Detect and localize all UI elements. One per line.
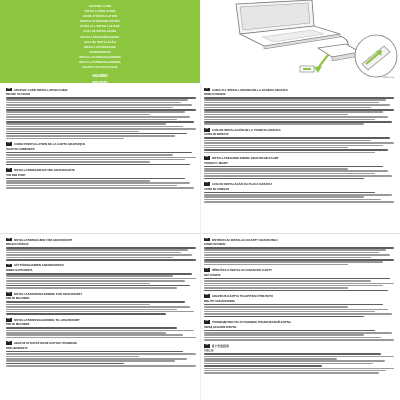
language-section: [6, 263, 196, 289]
text-line: [204, 192, 375, 194]
section-title: 显卡安装指南: [211, 343, 229, 348]
text-line: [204, 365, 322, 367]
section-header: [204, 237, 394, 242]
text-line: [204, 178, 364, 180]
installation-figure: [200, 0, 400, 83]
text-line: [6, 182, 190, 184]
section-title: GUÍA DE INSTALACIÓN DE LA TARJETA GRÁFICA: [211, 127, 281, 132]
text-line: [204, 363, 373, 365]
text-line: [204, 316, 364, 318]
text-line: [204, 257, 371, 259]
text-line: [6, 116, 190, 118]
text-line: [6, 309, 177, 311]
banner-line: INSTALLATIEHANDLEIDING: [80, 35, 120, 39]
text-line: [6, 138, 124, 140]
section-header: [204, 268, 394, 273]
text-line: [204, 287, 348, 289]
section-subheading: ПЕРЕД НАЧАЛОМ РАБОТЫ: [204, 325, 237, 329]
text-line: [204, 170, 388, 172]
text-line: [204, 121, 392, 123]
language-section: [204, 87, 394, 125]
section-title: NÄYTÖNOHJAIMEN ASENNUSOPAS: [13, 263, 64, 268]
section-title: GRAFIKUS KÁRTYA TELEPÍTÉSI ÚTMUTATÓ: [211, 294, 274, 299]
text-line: [6, 334, 183, 336]
section-header: [204, 87, 394, 92]
section-subheading: BEFORE YOU BEGIN: [6, 93, 30, 96]
text-line: [6, 259, 196, 261]
text-line: [204, 194, 392, 196]
section-title: PŘÍRUČKA K INSTALACI GRAFICKÉ KARTY: [211, 268, 273, 273]
text-line: [204, 309, 388, 311]
top-left-column: [6, 87, 196, 191]
text-line: [6, 180, 150, 182]
text-line: [6, 187, 194, 189]
language-flag-icon: CZ: [205, 268, 209, 271]
text-line: [204, 278, 390, 280]
language-section: [204, 268, 394, 292]
vertical-fold-line: [200, 83, 201, 400]
text-line: [6, 111, 185, 113]
text-line: [6, 133, 187, 135]
language-section: [6, 341, 196, 367]
text-line: [204, 145, 383, 147]
language-flag-icon: RU: [205, 320, 209, 323]
text-line: [6, 123, 166, 125]
model-names: [0, 73, 200, 86]
language-section: [6, 168, 196, 189]
section-title: INSTALLATIONSGUIDE FÖR GRAFIKKORT: [13, 237, 73, 242]
text-line: [204, 311, 375, 313]
text-line: [6, 287, 177, 289]
text-line: [204, 330, 375, 332]
text-line: [204, 264, 348, 266]
text-line: [204, 313, 392, 315]
text-line: [204, 254, 390, 256]
text-line: [6, 102, 181, 104]
figure-code: LWD20-2.A: [382, 77, 394, 79]
text-line: [204, 173, 375, 175]
banner-line: INSTALLASJONSVEILEDNING: [79, 55, 121, 59]
text-line: [6, 285, 190, 287]
text-line: [6, 159, 185, 161]
banner-line: GUIDE D'INSTALLATION: [82, 15, 118, 19]
text-line: [204, 166, 383, 168]
language-section: [6, 142, 196, 166]
section-title: GUIDA ALL'INSTALLAZIONE DELLA SCHEDA GRAFICA: [211, 87, 288, 92]
text-line: [204, 104, 390, 106]
text-line: [204, 368, 394, 370]
banner-lines: [0, 4, 200, 70]
title-banner: [0, 0, 200, 83]
language-flag-icon: FI: [7, 263, 10, 266]
text-line: [6, 313, 166, 315]
section-title: INSTALLASJONSVEILEDNING FOR GRAFIKKORT: [13, 291, 83, 296]
language-section: [6, 317, 196, 338]
text-line: [6, 306, 190, 308]
text-line: [204, 152, 375, 154]
text-line: [204, 175, 392, 177]
section-header: [204, 156, 394, 161]
text-line: [204, 306, 348, 308]
text-line: [6, 278, 196, 280]
section-subheading: NEŽ ZAČNETE: [204, 273, 221, 277]
section-subheading: INNAN DU BÖRJAR: [6, 243, 29, 246]
text-line: [6, 114, 150, 116]
text-line: [6, 273, 192, 275]
text-line: [6, 164, 190, 166]
section-title: РУКОВОДСТВО ПО УСТАНОВКЕ ГРАФИЧЕСКОЙ КАРТЫ: [211, 320, 292, 325]
language-flag-icon: ES: [205, 127, 209, 130]
language-section: [204, 294, 394, 318]
text-line: [6, 356, 139, 358]
text-line: [6, 152, 192, 154]
text-line: [6, 109, 196, 111]
bottom-left-column: [6, 237, 196, 369]
model-name: HD4850: [92, 73, 108, 79]
text-line: [204, 261, 383, 263]
text-line: [204, 332, 392, 334]
language-section: [6, 237, 196, 261]
language-flag-icon: DE: [7, 168, 11, 171]
text-line: [6, 301, 185, 303]
language-section: [204, 156, 394, 180]
section-subheading: 开始之前: [204, 349, 214, 353]
section-header: [6, 142, 196, 147]
section-subheading: AVANT DE COMMENCER: [6, 147, 35, 151]
text-line: [6, 275, 173, 277]
text-line: [6, 161, 150, 163]
text-line: [6, 126, 183, 128]
text-line: [204, 149, 388, 151]
text-line: [204, 247, 394, 249]
text-line: [6, 252, 181, 254]
text-line: [6, 337, 196, 339]
section-title: INSTRUKCJA INSTALACJI KARTY GRAFICZNEJ: [211, 237, 278, 242]
section-title: INSTALLATIONSVEJLEDNING TIL GRAFIKKORT: [13, 317, 80, 322]
banner-line: INSTALLATIONSANLEITUNG: [80, 20, 120, 24]
text-line: [6, 360, 175, 362]
text-line: [6, 128, 196, 130]
section-subheading: ANTES DE EMPEZAR: [204, 133, 229, 137]
language-flag-icon: PL: [205, 237, 209, 240]
text-line: [204, 372, 379, 374]
banner-line: ΟΔΗΓΟΣ ΕΓΚΑΤΑΣΤΑΣΗΣ: [82, 66, 118, 70]
text-line: [204, 107, 371, 109]
text-line: [204, 339, 394, 341]
text-line: [6, 131, 139, 133]
text-line: [6, 107, 173, 109]
section-title: INSTALLATIONSANLEITUNG GRAFIKKARTE: [13, 168, 75, 173]
language-flag-icon: GB: [7, 87, 11, 90]
section-header: [204, 294, 394, 299]
text-line: [6, 332, 166, 334]
section-title: INSTALLATIEHANDLEIDING GRAFISCHE KAART: [211, 156, 279, 161]
language-flag-icon: HU: [205, 294, 209, 297]
text-line: [204, 249, 386, 251]
text-line: [204, 283, 394, 285]
header-band: [0, 0, 400, 83]
text-line: [6, 121, 194, 123]
section-subheading: ZANIM ZACZNIESZ: [204, 243, 226, 246]
language-flag-icon: NL: [205, 156, 209, 159]
section-header: [6, 317, 196, 322]
text-line: [6, 135, 175, 137]
language-flag-icon: SE: [7, 237, 11, 240]
section-header: [6, 87, 196, 92]
text-line: [6, 249, 188, 251]
text-line: [204, 337, 381, 339]
text-line: [204, 140, 371, 142]
section-title: GUIA DE INSTALAÇÃO DA PLACA GRÁFICA: [211, 182, 273, 187]
text-line: [6, 154, 173, 156]
language-flag-icon: PT: [205, 182, 209, 185]
section-header: [6, 263, 196, 268]
text-line: [204, 99, 386, 101]
language-flag-icon: FR: [7, 142, 11, 145]
text-line: [204, 168, 348, 170]
text-line: [204, 199, 381, 201]
section-subheading: VOORDAT U BEGINT: [204, 161, 228, 165]
language-section: [204, 182, 394, 203]
banner-line: INSTALLATIONSVEJLEDNING: [79, 61, 121, 65]
section-title: GRAPHIC CARD INSTALLATION GUIDE: [13, 87, 68, 92]
banner-line: INSTALLATION GUIDE: [84, 10, 116, 14]
language-flag-icon: DK: [7, 317, 11, 320]
text-line: [204, 196, 364, 198]
bottom-right-column: [204, 237, 394, 376]
text-line: [204, 201, 394, 203]
text-line: [6, 119, 177, 121]
text-line: [6, 257, 173, 259]
section-title: ΟΔΗΓΟΣ ΕΓΚΑΤΑΣΤΑΣΗΣ ΚΑΡΤΑΣ ΓΡΑΦΙΚΩΝ: [13, 341, 77, 346]
text-line: [204, 259, 394, 261]
banner-line: ASENNUSOPAS: [88, 50, 112, 54]
language-flag-icon: GR: [7, 341, 11, 344]
section-header: [6, 237, 196, 242]
text-line: [6, 365, 196, 367]
text-line: [6, 353, 196, 355]
section-subheading: ANTES DE COMEÇAR: [204, 187, 230, 191]
text-line: [6, 104, 192, 106]
text-line: [6, 280, 185, 282]
section-subheading: FØR DU BEGYNDER: [6, 323, 30, 327]
banner-line: INSTALLATIONSGUIDE: [83, 45, 117, 49]
text-line: [6, 99, 188, 101]
section-subheading: VOR DEM START: [6, 173, 26, 177]
section-subheading: MIELŐTT HOZZÁKEZDENE: [204, 299, 235, 303]
text-line: [6, 327, 177, 329]
text-line: [6, 254, 192, 256]
section-title: GUIDE D'INSTALLATION DE LA CARTE GRAPHIQUE: [13, 142, 86, 147]
section-header: [204, 127, 394, 132]
text-line: [204, 334, 364, 336]
language-section: [6, 87, 196, 139]
section-subheading: ENNEN ALOITTAMISTA: [6, 268, 33, 272]
section-header: [204, 182, 394, 187]
text-line: [204, 252, 379, 254]
banner-line: GRAPHIC CARD: [88, 5, 112, 8]
text-line: [204, 119, 375, 121]
text-line: [204, 123, 364, 125]
section-subheading: ΠΡΙΝ ΞΕΚΙΝΗΣΕΤΕ: [6, 346, 28, 350]
banner-line: GUÍA DE INSTALACIÓN: [83, 30, 117, 34]
top-right-column: [204, 87, 394, 205]
text-line: [6, 283, 150, 285]
text-line: [204, 356, 394, 358]
text-line: [6, 363, 124, 365]
text-line: [6, 178, 185, 180]
text-line: [6, 311, 194, 313]
text-line: [6, 351, 183, 353]
text-line: [6, 157, 196, 159]
text-line: [204, 280, 371, 282]
text-line: [204, 116, 388, 118]
section-subheading: PRIMA DI INIZIARE: [204, 93, 226, 96]
text-line: [204, 147, 348, 149]
section-header: [6, 168, 196, 173]
section-header: [6, 341, 196, 346]
section-header: [204, 343, 394, 348]
text-line: [6, 358, 187, 360]
text-line: [204, 358, 337, 360]
laptop-graphic-card-illustration: [200, 0, 400, 83]
text-line: [6, 185, 177, 187]
section-header: [6, 291, 196, 296]
text-line: [204, 111, 383, 113]
text-line: [204, 353, 381, 355]
model-name: HD4870: [92, 79, 108, 85]
language-section: [6, 291, 196, 315]
section-subheading: FØR DU BEGYNNER: [6, 297, 30, 301]
text-line: [6, 304, 150, 306]
language-section: [204, 237, 394, 265]
text-line: [204, 370, 386, 372]
text-line: [204, 97, 394, 99]
text-line: [204, 360, 385, 362]
language-section: [204, 127, 394, 153]
banner-line: GUIA DE INSTALAÇÃO: [84, 40, 116, 44]
language-flag-icon: IT: [205, 87, 208, 90]
text-line: [204, 114, 348, 116]
text-line: [204, 109, 394, 111]
banner-line: GUIDA ALL'INSTALLAZIONE: [80, 25, 120, 29]
text-line: [6, 330, 194, 332]
text-line: [204, 102, 379, 104]
text-line: [204, 137, 390, 139]
language-section: [204, 320, 394, 341]
text-line: [204, 285, 383, 287]
language-flag-icon: CN: [205, 343, 209, 346]
text-line: [6, 97, 196, 99]
text-line: [204, 304, 383, 306]
text-line: [6, 247, 196, 249]
text-line: [204, 290, 388, 292]
language-section: [204, 343, 394, 374]
language-flag-icon: NO: [7, 291, 11, 294]
section-header: [204, 320, 394, 325]
text-line: [204, 142, 394, 144]
